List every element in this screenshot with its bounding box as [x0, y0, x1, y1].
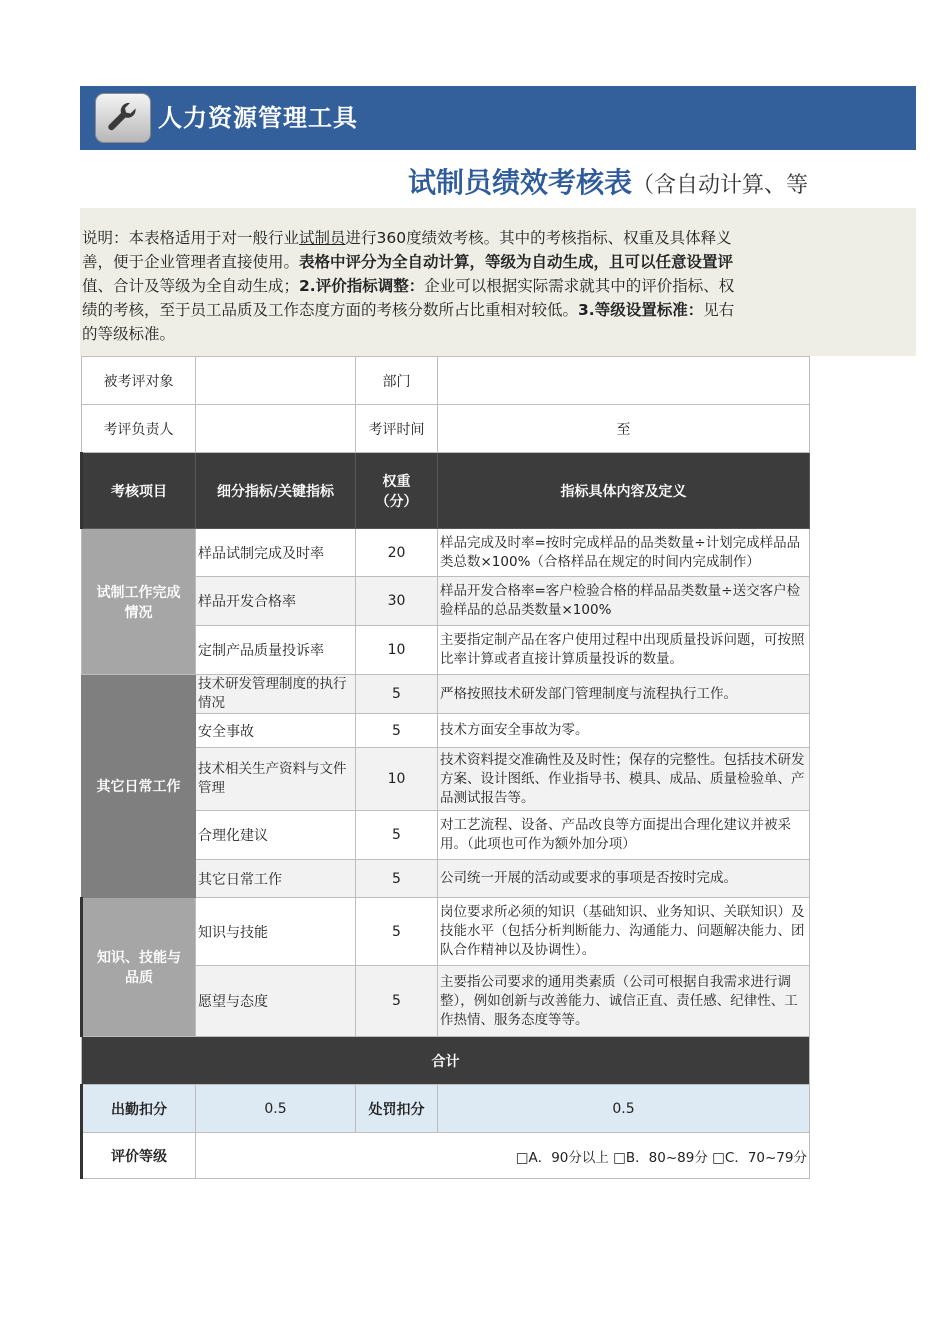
notes-line3-b: 2.评价指标调整： [299, 277, 425, 295]
subject-field[interactable] [196, 357, 356, 405]
notes-text [82, 226, 808, 346]
indicator-cell: 其它日常工作 [196, 860, 356, 898]
weight-cell: 5 [356, 966, 438, 1037]
title-sub: （含自动计算、等 [631, 173, 808, 198]
group-name [82, 675, 196, 898]
wrench-icon-glyph [103, 98, 143, 138]
subject-label: 被考评对象 [82, 357, 196, 405]
indicator-cell: 愿望与态度 [196, 966, 356, 1037]
notes-panel [80, 208, 916, 356]
penalty-deduction-label: 处罚扣分 [356, 1085, 438, 1133]
period-label: 考评时间 [356, 405, 438, 453]
grade-row [82, 1133, 810, 1179]
app-title: 人力资源管理工具 [158, 104, 358, 132]
weight-cell: 20 [356, 529, 438, 577]
notes-line4-a: 绩的考核，至于员工品质及工作态度方面的考核分数所占比重相对较低。 [82, 301, 579, 319]
weight-cell: 5 [356, 898, 438, 966]
weight-cell: 5 [356, 811, 438, 860]
definition-cell: 样品完成及时率=按时完成样品的品类数量÷计划完成样品品类总数×100%（合格样品在规定的时间内完成制作） [438, 529, 810, 577]
indicator-cell: 技术相关生产资料与文件管理 [196, 748, 356, 811]
page-title [80, 150, 808, 208]
reviewer-label: 考评负责人 [82, 405, 196, 453]
deduction-row [82, 1085, 810, 1133]
weight-cell: 5 [356, 860, 438, 898]
attendance-deduction-value[interactable]: 0.5 [196, 1085, 356, 1133]
title-main: 试制员绩效考核表 [407, 166, 632, 199]
notes-line4-c: 见右 [703, 301, 735, 319]
group-name-l1: 知识、技能与 [97, 950, 181, 966]
definition-cell: 技术方面安全事故为零。 [438, 714, 810, 748]
indicator-cell: 定制产品质量投诉率 [196, 626, 356, 675]
header-definition: 指标具体内容及定义 [438, 453, 810, 529]
definition-cell: 对工艺流程、设备、产品改良等方面提出合理化建议并被采用。（此项也可作为额外加分项） [438, 811, 810, 860]
indicator-cell: 样品开发合格率 [196, 577, 356, 626]
dept-label: 部门 [356, 357, 438, 405]
group-name-l2: 品质 [125, 970, 153, 986]
notes-line2-b: 表格中评分为全自动计算，等级为自动生成，且可以任意设置评 [299, 253, 734, 271]
appraisal-table [80, 356, 810, 1179]
group-name-l2: 情况 [124, 604, 153, 621]
grade-options[interactable]: □A．90分以上 □B．80~89分 □C．70~79分 [196, 1133, 810, 1179]
table-row [82, 529, 810, 577]
definition-cell: 主要指定制产品在客户使用过程中出现质量投诉问题，可按照比率计算或者直接计算质量投诉的数量。 [438, 626, 810, 675]
notes-line3-a: 值、合计及等级为全自动生成； [82, 277, 300, 295]
notes-line4-b: 3.等级设置标准： [578, 301, 704, 319]
weight-cell: 10 [356, 748, 438, 811]
indicator-cell: 知识与技能 [196, 898, 356, 966]
definition-cell: 主要指公司要求的通用类素质（公司可根据自我需求进行调整），例如创新与改善能力、诚信正直、责任感、纪律性、工作热情、服务态度等等。 [438, 966, 810, 1037]
wrench-icon [95, 93, 151, 143]
group-name-l1: 试制工作完成 [96, 584, 181, 601]
indicator-cell: 安全事故 [196, 714, 356, 748]
notes-line5: 的等级标准。 [82, 325, 176, 343]
notes-line1-c: 进行360度绩效考核。其中的考核指标、权重及具体释义 [345, 229, 732, 247]
definition-cell: 技术资料提交准确性及及时性；保存的完整性。包括技术研发方案、设计图纸、作业指导书、模具、成品、质量检验单、产品测试报告等。 [438, 748, 810, 811]
notes-line2-a: 善，便于企业管理者直接使用。 [82, 253, 300, 271]
header-indicator: 细分指标/关键指标 [196, 453, 356, 529]
notes-line1-a: 说明：本表格适用于对一般行业 [82, 229, 300, 247]
group-name-l1: 其它日常工作 [96, 779, 181, 795]
weight-cell: 5 [356, 675, 438, 714]
reviewer-field[interactable] [196, 405, 356, 453]
info-row-subject [82, 357, 810, 405]
attendance-deduction-label: 出勤扣分 [82, 1085, 196, 1133]
total-label: 合计 [82, 1037, 810, 1085]
group-name [82, 529, 196, 675]
table-row [82, 675, 810, 714]
indicator-cell: 样品试制完成及时率 [196, 529, 356, 577]
table-header [82, 453, 810, 529]
definition-cell: 样品开发合格率=客户检验合格的样品品类数量÷送交客户检验样品的总品类数量×100% [438, 577, 810, 626]
weight-cell: 5 [356, 714, 438, 748]
header-banner [80, 86, 916, 150]
header-weight [356, 453, 438, 529]
table-row [82, 898, 810, 966]
header-weight-l1: 权重 [382, 473, 411, 490]
definition-cell: 严格按照技术研发部门管理制度与流程执行工作。 [438, 675, 810, 714]
indicator-cell: 合理化建议 [196, 811, 356, 860]
period-field[interactable]: 至 [438, 405, 810, 453]
notes-line1-role: 试制员 [299, 229, 346, 247]
total-row [82, 1037, 810, 1085]
penalty-deduction-value[interactable]: 0.5 [438, 1085, 810, 1133]
header-item: 考核项目 [82, 453, 196, 529]
definition-cell: 岗位要求所必须的知识（基础知识、业务知识、关联知识）及技能水平（包括分析判断能力、沟通能力、问题解决能力、团队合作精神以及协调性）。 [438, 898, 810, 966]
header-weight-l2: （分） [375, 493, 418, 510]
info-row-reviewer [82, 405, 810, 453]
grade-label: 评价等级 [82, 1133, 196, 1179]
dept-field[interactable] [438, 357, 810, 405]
definition-cell: 公司统一开展的活动或要求的事项是否按时完成。 [438, 860, 810, 898]
indicator-cell: 技术研发管理制度的执行情况 [196, 675, 356, 714]
notes-line3-c: 企业可以根据实际需求就其中的评价指标、权 [424, 277, 735, 295]
weight-cell: 30 [356, 577, 438, 626]
weight-cell: 10 [356, 626, 438, 675]
group-name [82, 898, 196, 1037]
